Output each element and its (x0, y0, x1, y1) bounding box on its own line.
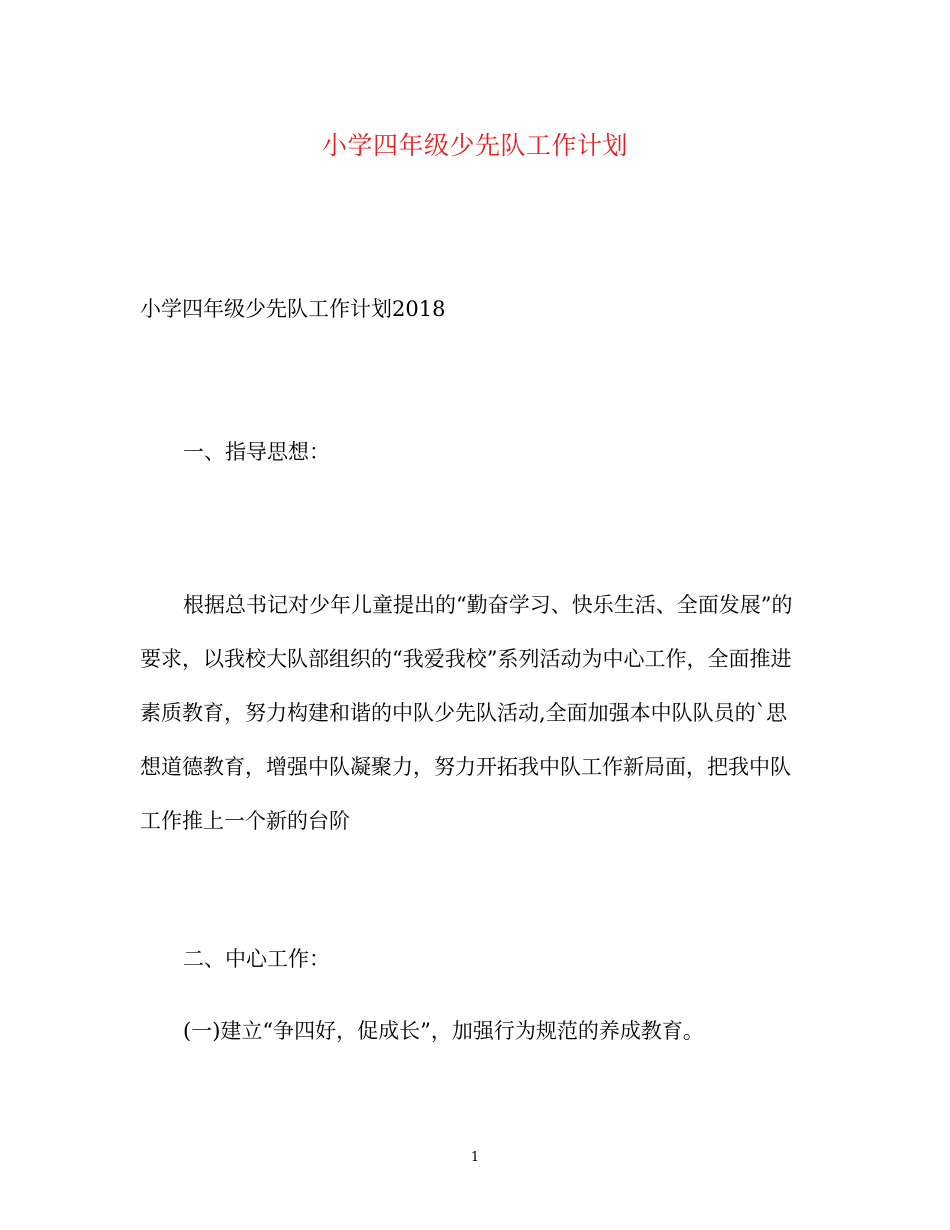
guiding-thought-paragraph (140, 578, 820, 848)
paragraph-line: 工作推上一个新的台阶 (140, 809, 350, 833)
section-heading-guiding-thought: 一、指导思想： (183, 440, 330, 464)
document-subtitle: 小学四年级少先队工作计划2018 (140, 297, 446, 321)
paragraph-line: 素质教育，努力构建和谐的中队少先队活动,全面加强本中队队员的`思 (140, 701, 788, 725)
document-title: 小学四年级少先队工作计划 (321, 131, 628, 160)
page-number: 1 (470, 1150, 480, 1165)
paragraph-line: 想道德教育，增强中队凝聚力，努力开拓我中队工作新局面，把我中队 (140, 755, 791, 779)
paragraph-line: 根据总书记对少年儿童提出的“勤奋学习、快乐生活、全面发展”的 (183, 593, 793, 617)
section-heading-central-work: 二、中心工作： (183, 947, 330, 971)
list-item-one: (一)建立“争四好，促成长”，加强行为规范的养成教育。 (183, 1019, 704, 1043)
paragraph-line: 要求，以我校大队部组织的“我爱我校”系列活动为中心工作，全面推进 (140, 647, 792, 671)
